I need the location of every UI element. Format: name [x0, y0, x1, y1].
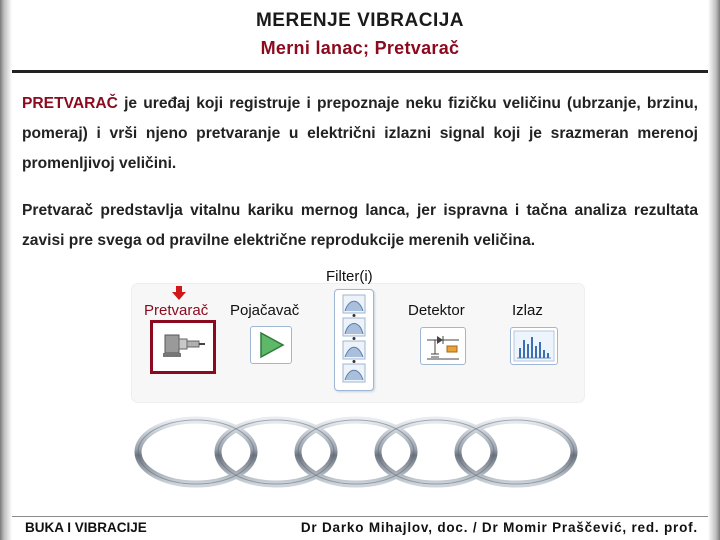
filter-curve-icon — [335, 290, 373, 390]
defined-term: PRETVARAČ — [22, 95, 118, 112]
footer-divider — [12, 516, 708, 517]
slide-title: MERENJE VIBRACIJA — [255, 10, 465, 31]
amplifier-triangle-icon — [251, 327, 291, 363]
detector-circuit-icon — [421, 328, 465, 364]
chain-link-icon — [128, 400, 588, 510]
output-label: Izlaz — [512, 302, 543, 319]
importance-paragraph: Pretvarač predstavlja vitalnu kariku mernog lanca, jer ispravna i tačna analiza rezultata zavisi pre svega od pravilne električne reprodukcije merenih veličina. — [22, 202, 698, 249]
filter-stack — [334, 289, 374, 391]
detector-box — [420, 327, 466, 365]
amplifier-label: Pojačavač — [230, 302, 300, 319]
transducer-box — [150, 320, 216, 374]
arrow-down-icon — [171, 285, 187, 301]
filter-label: Filter(i) — [326, 268, 373, 285]
slide-subtitle: Merni lanac; Pretvarač — [260, 38, 460, 58]
detector-label: Detektor — [408, 302, 465, 319]
amplifier-box — [250, 326, 292, 364]
output-box — [510, 327, 558, 365]
footer-course-title: BUKA I VIBRACIJE — [25, 520, 147, 535]
accelerometer-icon — [153, 323, 207, 365]
footer-authors: Dr Darko Mihajlov, doc. / Dr Momir Praščević, red. prof. — [300, 520, 698, 535]
definition-text: je uređaj koji registruje i prepoznaje neku fizičku veličinu (ubrzanje, brzinu, pomeraj) i vrši njeno pretvaranje u električni izlazni signal koji je srazmeran merenoj promenljivoj veličini. — [22, 95, 698, 172]
spectrum-icon — [511, 328, 557, 364]
transducer-label: Pretvarač — [144, 302, 209, 319]
